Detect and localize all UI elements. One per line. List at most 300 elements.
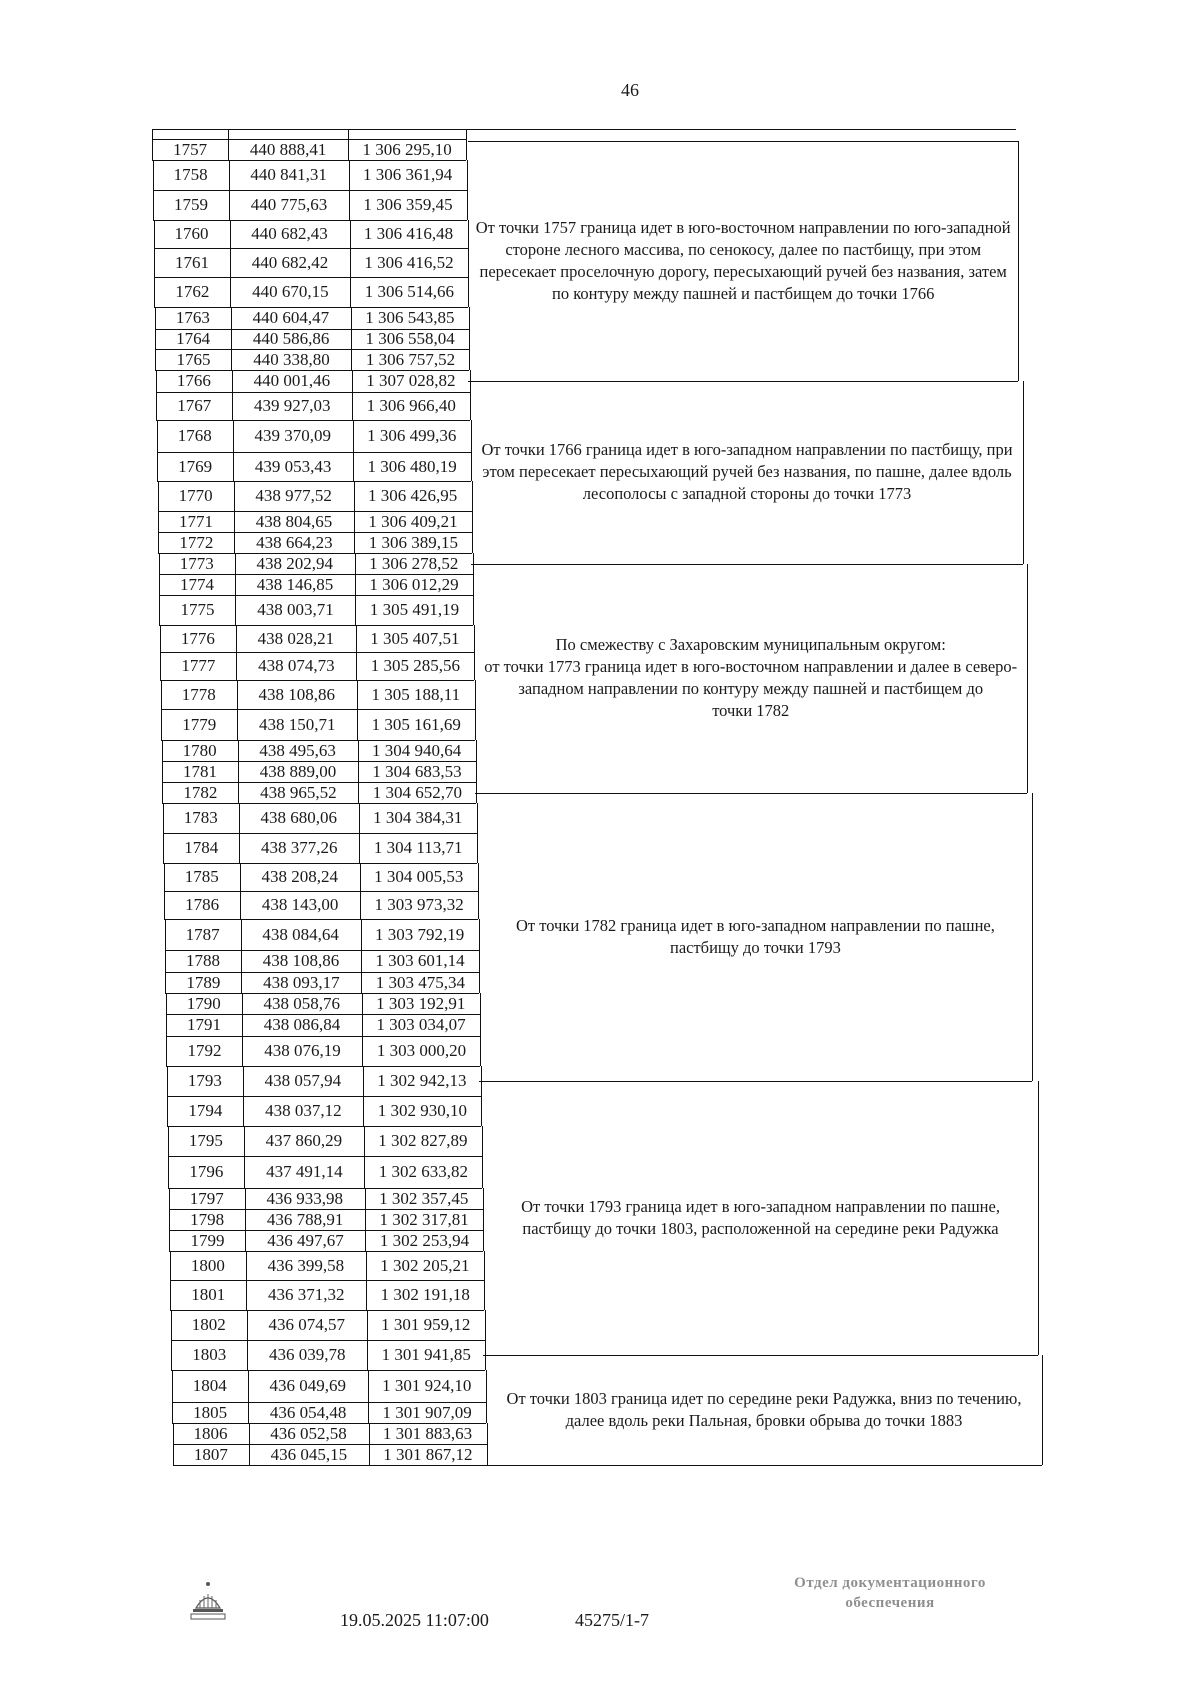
column-divider	[157, 420, 158, 452]
y-coordinate-cell: 1 304 384,31	[373, 808, 463, 827]
column-divider	[238, 761, 239, 782]
column-divider	[233, 420, 234, 452]
y-coordinate-cell: 1 306 295,10	[362, 139, 452, 159]
y-coordinate-cell: 1 302 253,94	[379, 1230, 470, 1250]
y-coordinate-cell: 1 303 973,32	[374, 895, 464, 914]
column-divider	[367, 1340, 368, 1370]
column-divider	[171, 1310, 172, 1340]
x-coordinate-cell: 438 037,12	[265, 1101, 342, 1120]
table-right-border	[1023, 381, 1024, 564]
column-divider	[477, 803, 478, 833]
column-divider	[238, 782, 239, 803]
point-number-cell: 1777	[181, 656, 216, 675]
y-coordinate-cell: 1 304 113,71	[373, 838, 463, 857]
column-divider	[364, 1126, 365, 1156]
point-number-cell: 1788	[186, 951, 221, 970]
x-coordinate-cell: 437 860,29	[265, 1131, 343, 1150]
point-number-cell: 1786	[185, 895, 220, 914]
column-divider	[358, 782, 359, 803]
column-divider	[362, 1014, 363, 1036]
x-coordinate-cell: 438 143,00	[261, 895, 339, 914]
point-number-cell: 1791	[187, 1015, 222, 1034]
column-divider	[364, 1156, 365, 1188]
x-coordinate-cell: 438 057,94	[264, 1071, 342, 1090]
y-coordinate-cell: 1 303 601,14	[375, 951, 465, 970]
column-divider	[248, 1402, 249, 1423]
column-divider	[352, 392, 353, 420]
column-divider	[354, 532, 355, 553]
column-divider	[249, 1444, 250, 1465]
y-coordinate-cell: 1 303 475,34	[375, 972, 465, 992]
column-divider	[359, 833, 360, 863]
column-divider	[354, 511, 355, 532]
point-number-cell: 1799	[190, 1230, 225, 1250]
y-coordinate-cell: 1 304 683,53	[372, 761, 462, 781]
point-number-cell: 1806	[193, 1423, 228, 1443]
column-divider	[235, 553, 236, 574]
x-coordinate-cell: 438 377,26	[260, 838, 338, 857]
column-divider	[239, 803, 240, 833]
column-divider	[357, 680, 358, 709]
column-divider	[245, 1188, 246, 1209]
boundary-description: От точки 1766 граница идет в юго-западном направлении по пастбищу, при этом пересекает пересыхающий ручей без названия, по пашне, далее вдоль лесополосы с западной стороны до точки 1773	[481, 440, 1013, 504]
point-number-cell: 1797	[189, 1188, 224, 1208]
y-coordinate-cell: 1 306 480,19	[367, 456, 457, 476]
x-coordinate-cell: 438 664,23	[256, 532, 333, 552]
column-divider	[167, 1066, 168, 1096]
y-coordinate-cell: 1 302 191,18	[380, 1285, 470, 1304]
x-coordinate-cell: 438 208,24	[261, 867, 338, 886]
x-coordinate-cell: 438 028,21	[257, 628, 335, 648]
x-coordinate-cell: 440 604,47	[252, 308, 330, 327]
column-divider	[368, 1402, 369, 1423]
column-divider	[159, 574, 160, 595]
column-divider	[349, 190, 350, 220]
point-number-cell: 1763	[175, 308, 210, 327]
point-number-cell: 1804	[192, 1376, 227, 1395]
column-divider	[234, 511, 235, 532]
column-divider	[350, 248, 351, 277]
column-divider	[230, 220, 231, 248]
y-coordinate-cell: 1 305 285,56	[370, 656, 460, 675]
x-coordinate-cell: 438 003,71	[257, 600, 334, 619]
column-divider	[248, 1370, 249, 1402]
column-divider	[169, 1188, 170, 1209]
y-coordinate-cell: 1 303 792,19	[374, 924, 465, 944]
point-number-cell: 1771	[179, 511, 214, 531]
y-coordinate-cell: 1 302 357,45	[379, 1188, 469, 1208]
column-divider	[369, 1423, 370, 1444]
point-number-cell: 1781	[183, 761, 218, 781]
x-coordinate-cell: 440 682,42	[251, 252, 329, 272]
point-number-cell: 1807	[193, 1444, 228, 1464]
y-coordinate-cell: 1 303 192,91	[376, 993, 466, 1013]
point-number-cell: 1760	[174, 224, 209, 243]
y-coordinate-cell: 1 303 000,20	[376, 1041, 467, 1060]
point-number-cell: 1798	[190, 1209, 225, 1229]
column-divider	[240, 863, 241, 891]
y-coordinate-cell: 1 304 005,53	[374, 867, 464, 886]
column-divider	[362, 993, 363, 1014]
y-coordinate-cell: 1 307 028,82	[366, 371, 456, 390]
point-number-cell: 1792	[187, 1041, 222, 1060]
column-divider	[155, 329, 156, 349]
point-number-cell: 1770	[178, 486, 213, 505]
point-number-cell: 1794	[188, 1101, 223, 1120]
column-divider	[164, 863, 165, 891]
y-coordinate-cell: 1 306 389,15	[368, 532, 458, 552]
point-number-cell: 1796	[189, 1162, 224, 1181]
y-coordinate-cell: 1 301 924,10	[382, 1376, 472, 1395]
y-coordinate-cell: 1 305 407,51	[370, 628, 460, 648]
row-divider	[173, 1465, 487, 1466]
column-divider	[172, 1370, 173, 1402]
column-divider	[229, 190, 230, 220]
column-divider	[231, 329, 232, 349]
point-number-cell: 1789	[186, 972, 221, 992]
column-divider	[170, 1251, 171, 1280]
y-coordinate-cell: 1 302 930,10	[377, 1101, 468, 1120]
y-coordinate-cell: 1 301 959,12	[381, 1315, 471, 1334]
column-divider	[165, 919, 166, 950]
point-number-cell: 1762	[175, 282, 210, 301]
point-number-cell: 1761	[174, 252, 209, 272]
column-divider	[242, 1014, 243, 1036]
column-divider	[244, 1156, 245, 1188]
y-coordinate-cell: 1 306 757,52	[365, 349, 456, 369]
column-divider	[353, 420, 354, 452]
point-number-cell: 1768	[177, 426, 212, 445]
column-divider	[237, 709, 238, 740]
y-coordinate-cell: 1 306 558,04	[365, 329, 455, 348]
y-coordinate-cell: 1 306 416,52	[364, 252, 454, 272]
y-coordinate-cell: 1 306 499,36	[367, 426, 457, 445]
column-divider	[161, 709, 162, 740]
column-divider	[351, 329, 352, 349]
y-coordinate-cell: 1 306 543,85	[365, 308, 455, 327]
point-number-cell: 1769	[178, 456, 213, 476]
point-number-cell: 1758	[173, 165, 208, 184]
column-divider	[172, 1402, 173, 1423]
x-coordinate-cell: 439 370,09	[254, 426, 331, 445]
department-stamp: Отдел документационного обеспечения	[794, 1575, 986, 1611]
x-coordinate-cell: 437 491,14	[266, 1162, 343, 1181]
column-divider	[243, 1096, 244, 1126]
column-divider	[154, 220, 155, 248]
point-number-cell: 1766	[176, 371, 211, 390]
y-coordinate-cell: 1 306 514,66	[364, 282, 455, 301]
x-coordinate-cell: 436 045,15	[270, 1444, 348, 1464]
y-coordinate-cell: 1 306 361,94	[362, 165, 453, 184]
column-divider	[152, 129, 153, 160]
y-coordinate-cell: 1 304 652,70	[372, 782, 462, 802]
column-divider	[362, 1036, 363, 1066]
column-divider	[231, 349, 232, 370]
point-number-cell: 1803	[192, 1345, 227, 1364]
column-divider	[231, 307, 232, 329]
point-number-cell: 1775	[180, 600, 215, 619]
x-coordinate-cell: 440 682,43	[251, 224, 328, 243]
column-divider	[247, 1310, 248, 1340]
y-coordinate-cell: 1 306 416,48	[363, 224, 454, 243]
column-divider	[168, 1126, 169, 1156]
x-coordinate-cell: 438 150,71	[259, 714, 336, 734]
column-divider	[363, 1066, 364, 1096]
column-divider	[360, 863, 361, 891]
column-divider	[351, 307, 352, 329]
y-coordinate-cell: 1 301 867,12	[383, 1444, 473, 1464]
description-top-border	[468, 141, 1019, 142]
column-divider	[352, 370, 353, 392]
column-divider	[162, 761, 163, 782]
point-number-cell: 1787	[185, 924, 220, 944]
column-divider	[158, 532, 159, 553]
x-coordinate-cell: 436 054,48	[269, 1402, 347, 1422]
column-divider	[233, 452, 234, 481]
x-coordinate-cell: 439 053,43	[254, 456, 332, 476]
column-divider	[163, 803, 164, 833]
x-coordinate-cell: 438 108,86	[262, 951, 340, 970]
point-number-cell: 1793	[187, 1071, 222, 1090]
column-divider	[365, 1230, 366, 1251]
column-divider	[162, 782, 163, 803]
y-coordinate-cell: 1 301 883,63	[382, 1423, 473, 1443]
x-coordinate-cell: 440 586,86	[252, 329, 330, 348]
column-divider	[245, 1230, 246, 1251]
point-number-cell: 1772	[179, 532, 214, 552]
x-coordinate-cell: 438 965,52	[260, 782, 337, 802]
column-divider	[359, 803, 360, 833]
column-divider	[245, 1209, 246, 1230]
column-divider	[157, 452, 158, 481]
y-coordinate-cell: 1 306 426,95	[368, 486, 458, 505]
x-coordinate-cell: 436 788,91	[266, 1209, 344, 1229]
y-coordinate-cell: 1 301 941,85	[381, 1345, 471, 1364]
column-divider	[155, 307, 156, 329]
x-coordinate-cell: 439 927,03	[253, 396, 331, 415]
boundary-description: От точки 1782 граница идет в юго-западном направлении по пашне, пастбищу до точки 1793	[515, 915, 995, 957]
point-number-cell: 1765	[176, 349, 211, 369]
column-divider	[158, 481, 159, 511]
x-coordinate-cell: 438 680,06	[260, 808, 337, 827]
point-number-cell: 1784	[184, 838, 219, 857]
column-divider	[355, 553, 356, 574]
column-divider	[166, 1014, 167, 1036]
column-divider	[241, 972, 242, 993]
x-coordinate-cell: 440 670,15	[252, 282, 329, 301]
column-divider	[168, 1156, 169, 1188]
y-coordinate-cell: 1 302 942,13	[377, 1071, 467, 1090]
column-divider	[361, 919, 362, 950]
x-coordinate-cell: 440 001,46	[253, 371, 331, 390]
table-right-border	[1018, 141, 1019, 381]
column-divider	[369, 1444, 370, 1465]
y-coordinate-cell: 1 305 161,69	[371, 714, 461, 734]
column-divider	[368, 1370, 369, 1402]
point-number-cell: 1774	[180, 574, 215, 594]
column-divider	[353, 452, 354, 481]
x-coordinate-cell: 438 108,86	[258, 684, 336, 704]
column-divider	[361, 950, 362, 972]
column-divider	[162, 740, 163, 761]
column-divider	[160, 652, 161, 680]
x-coordinate-cell: 440 775,63	[250, 195, 328, 214]
column-divider	[355, 595, 356, 625]
footer-document-number: 45275/1-7	[575, 1610, 649, 1630]
y-coordinate-cell: 1 306 409,21	[368, 511, 458, 531]
column-divider	[235, 574, 236, 595]
x-coordinate-cell: 436 052,58	[270, 1423, 347, 1443]
x-coordinate-cell: 436 497,67	[267, 1230, 344, 1250]
footer-timestamp: 19.05.2025 11:07:00	[340, 1610, 489, 1630]
y-coordinate-cell: 1 306 966,40	[366, 396, 456, 415]
column-divider	[367, 1310, 368, 1340]
point-number-cell: 1779	[182, 714, 217, 734]
x-coordinate-cell: 438 093,17	[263, 972, 340, 992]
column-divider	[169, 1230, 170, 1251]
column-divider	[239, 833, 240, 863]
column-divider	[237, 680, 238, 709]
x-coordinate-cell: 436 371,32	[268, 1285, 345, 1304]
column-divider	[249, 1423, 250, 1444]
column-divider	[365, 1209, 366, 1230]
column-divider	[246, 1251, 247, 1280]
column-divider	[161, 680, 162, 709]
y-coordinate-cell: 1 306 012,29	[369, 574, 459, 594]
point-number-cell: 1767	[177, 396, 212, 415]
point-number-cell: 1778	[181, 684, 216, 704]
column-divider	[365, 1188, 366, 1209]
point-number-cell: 1790	[186, 993, 221, 1013]
column-divider	[356, 652, 357, 680]
table-top-border	[152, 129, 1016, 130]
x-coordinate-cell: 440 888,41	[249, 139, 327, 159]
point-number-cell: 1759	[174, 195, 209, 214]
column-divider	[236, 652, 237, 680]
row-divider	[152, 139, 466, 140]
point-number-cell: 1795	[188, 1131, 223, 1150]
table-right-border	[1032, 793, 1033, 1082]
column-divider	[154, 248, 155, 277]
column-divider	[358, 761, 359, 782]
column-divider	[228, 129, 229, 160]
column-divider	[170, 1280, 171, 1310]
point-number-cell: 1785	[184, 867, 219, 886]
x-coordinate-cell: 436 049,69	[269, 1376, 346, 1395]
column-divider	[234, 532, 235, 553]
y-coordinate-cell: 1 302 827,89	[378, 1131, 468, 1150]
point-number-cell: 1782	[183, 782, 218, 802]
column-divider	[159, 553, 160, 574]
column-divider	[171, 1340, 172, 1370]
x-coordinate-cell: 438 084,64	[262, 924, 339, 944]
y-coordinate-cell: 1 304 940,64	[372, 740, 462, 760]
x-coordinate-cell: 438 058,76	[263, 993, 340, 1013]
column-divider	[153, 160, 154, 190]
point-number-cell: 1773	[179, 553, 214, 573]
x-coordinate-cell: 436 399,58	[267, 1255, 345, 1275]
x-coordinate-cell: 440 338,80	[253, 349, 330, 369]
column-divider	[358, 740, 359, 761]
column-divider	[173, 1423, 174, 1444]
x-coordinate-cell: 438 495,63	[259, 740, 336, 760]
x-coordinate-cell: 438 086,84	[263, 1015, 341, 1034]
boundary-description: От точки 1757 граница идет в юго-восточном направлении по юго-западной стороне лесного массива, по сенокосу, далее по пастбищу, при этом пересекает проселочную дорогу, пересыхающий ручей без названия, затем по контуру между пашней и пастбищем до точки 1766	[475, 218, 1011, 303]
column-divider	[165, 972, 166, 993]
point-number-cell: 1757	[173, 139, 208, 159]
column-divider	[156, 392, 157, 420]
column-divider	[163, 833, 164, 863]
column-divider	[366, 1251, 367, 1280]
column-divider	[241, 919, 242, 950]
column-divider	[156, 370, 157, 392]
x-coordinate-cell: 438 076,19	[264, 1041, 341, 1060]
column-divider	[350, 277, 351, 307]
x-coordinate-cell: 436 933,98	[266, 1188, 344, 1208]
column-divider	[350, 220, 351, 248]
y-coordinate-cell: 1 302 317,81	[379, 1209, 469, 1229]
column-divider	[154, 277, 155, 307]
x-coordinate-cell: 436 039,78	[269, 1345, 346, 1364]
column-divider	[160, 625, 161, 652]
column-divider	[159, 595, 160, 625]
point-number-cell: 1802	[191, 1315, 226, 1334]
y-coordinate-cell: 1 303 034,07	[376, 1015, 466, 1034]
point-number-cell: 1801	[191, 1285, 226, 1304]
y-coordinate-cell: 1 302 205,21	[380, 1255, 470, 1275]
column-divider	[229, 160, 230, 190]
x-coordinate-cell: 438 202,94	[256, 553, 333, 573]
boundary-description: По смежеству с Захаровским муниципальным округом: от точки 1773 граница идет в юго-восточном направлении и далее в северо- западном направлении по контуру между пашней и пастбищем до точки 1782	[484, 635, 1018, 720]
table-right-border	[1038, 1081, 1039, 1355]
column-divider	[241, 950, 242, 972]
y-coordinate-cell: 1 301 907,09	[382, 1402, 472, 1422]
column-divider	[232, 370, 233, 392]
x-coordinate-cell: 438 146,85	[256, 574, 334, 594]
page-number: 46	[621, 80, 639, 100]
point-number-cell: 1805	[193, 1402, 228, 1422]
column-divider	[243, 1066, 244, 1096]
column-divider	[242, 1036, 243, 1066]
column-divider	[349, 160, 350, 190]
column-divider	[173, 1444, 174, 1465]
column-divider	[240, 891, 241, 919]
column-divider	[357, 709, 358, 740]
column-divider	[167, 1096, 168, 1126]
column-divider	[230, 248, 231, 277]
point-number-cell: 1764	[176, 329, 211, 348]
table-right-border	[1027, 564, 1028, 793]
column-divider	[153, 190, 154, 220]
column-divider	[166, 1036, 167, 1066]
column-divider	[236, 625, 237, 652]
column-divider	[232, 392, 233, 420]
point-number-cell: 1780	[182, 740, 217, 760]
column-divider	[166, 993, 167, 1014]
y-coordinate-cell: 1 306 359,45	[363, 195, 453, 214]
description-divider	[486, 1465, 1042, 1466]
y-coordinate-cell: 1 305 188,11	[371, 684, 461, 704]
x-coordinate-cell: 440 841,31	[250, 165, 327, 184]
table-right-border	[1042, 1355, 1043, 1465]
column-divider	[164, 891, 165, 919]
point-number-cell: 1776	[180, 628, 215, 648]
x-coordinate-cell: 438 977,52	[255, 486, 332, 505]
point-number-cell: 1783	[183, 808, 218, 827]
column-divider	[169, 1209, 170, 1230]
column-divider	[234, 481, 235, 511]
boundary-description: От точки 1803 граница идет по середине реки Радужка, вниз по течению, далее вдоль реки Пальная, бровки обрыва до точки 1883	[506, 1389, 1022, 1430]
